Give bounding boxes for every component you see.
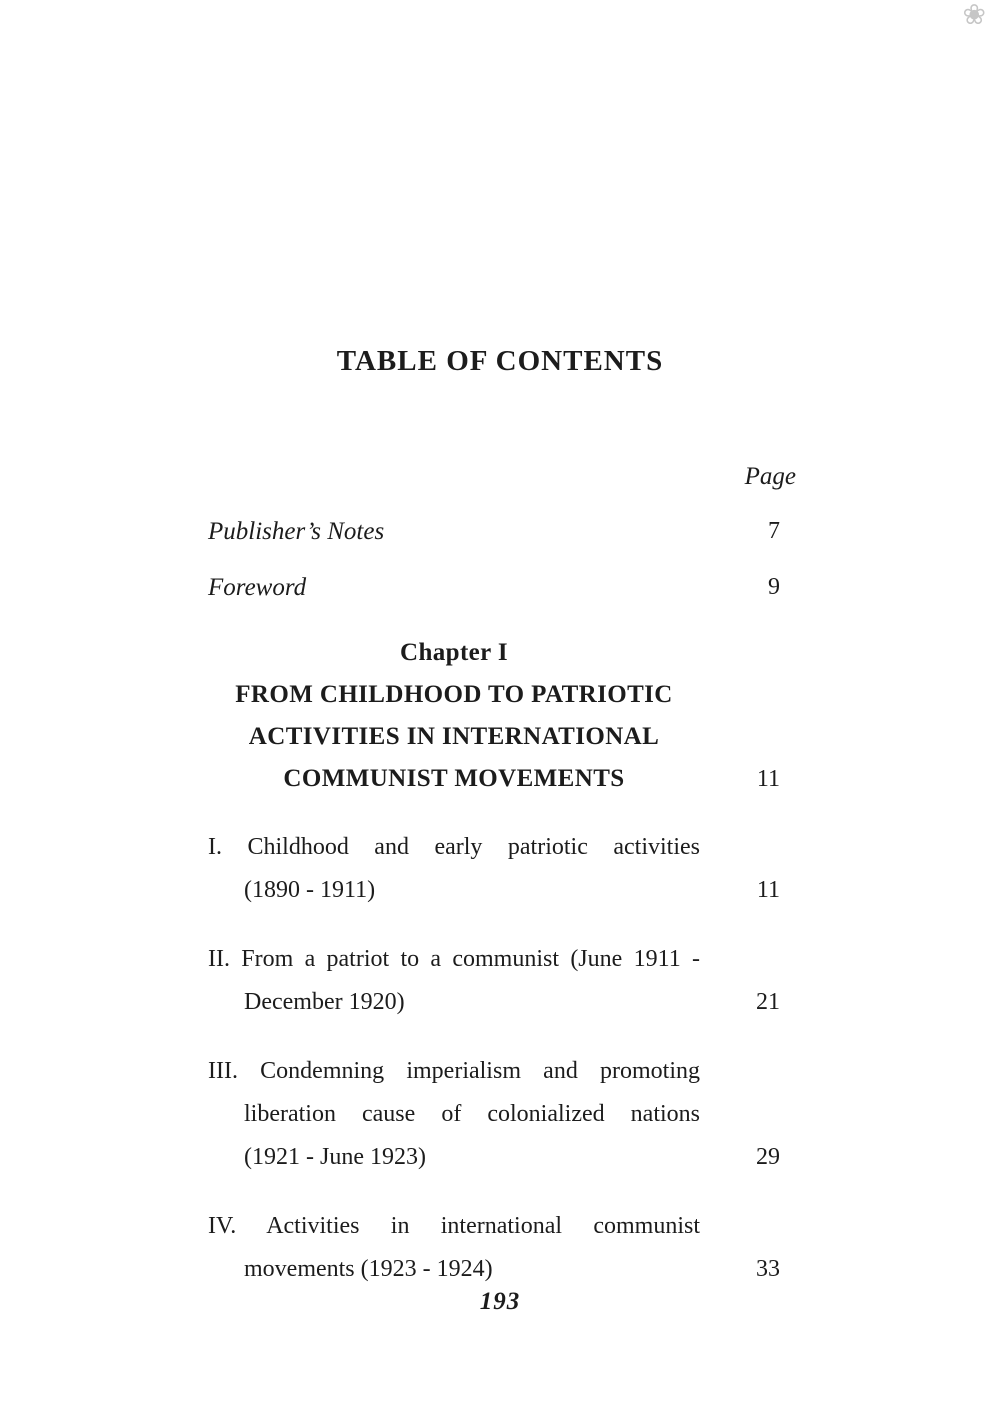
entry-text [208, 1205, 700, 1291]
chapter-title-line: ACTIVITIES IN INTERNATIONAL [248, 723, 660, 750]
front-matter-row [208, 515, 800, 548]
table-of-contents [208, 462, 800, 1291]
entry-line: IV. Activities in international communist [208, 1213, 700, 1239]
chapter-title [208, 674, 700, 800]
entry-line: II. From a patriot to a communist (June 1911 - [208, 946, 700, 972]
front-matter-row [208, 571, 800, 604]
folio-page-number: 193 [479, 1288, 521, 1315]
entry-label: Publisher’s Notes [208, 518, 385, 545]
toc-entry [208, 826, 800, 912]
entry-page-number: 7 [768, 518, 780, 544]
page-column-header: Page [744, 463, 796, 490]
toc-entry [208, 1050, 800, 1179]
entry-line: December 1920) [244, 989, 405, 1015]
chapter-block [208, 632, 800, 800]
entry-page-number: 33 [756, 1256, 780, 1282]
entry-text [208, 826, 700, 912]
entry-page-number: 11 [756, 877, 780, 903]
page-title: TABLE OF CONTENTS [336, 345, 664, 377]
toc-entry [208, 1205, 800, 1291]
entry-line: liberation cause of colonialized nations [244, 1101, 700, 1127]
entry-line: (1890 - 1911) [244, 877, 376, 903]
toc-entry [208, 938, 800, 1024]
entry-line: (1921 - June 1923) [244, 1144, 426, 1170]
front-matter-list [208, 515, 800, 604]
chapter-label: Chapter I [399, 639, 508, 666]
entry-line: movements (1923 - 1924) [244, 1256, 493, 1282]
entry-line: III. Condemning imperialism and promoting [208, 1058, 700, 1084]
entry-text [208, 938, 700, 1024]
entry-text [208, 1050, 700, 1179]
entry-page-number: 9 [768, 574, 780, 600]
entry-page-number: 29 [756, 1144, 780, 1170]
entry-label: Foreword [208, 574, 307, 601]
chapter-heading [208, 632, 700, 800]
chapter-title-line: FROM CHILDHOOD TO PATRIOTIC [235, 681, 673, 708]
entry-line: I. Childhood and early patriotic activities [208, 834, 700, 860]
chapter-page-number: 11 [756, 766, 780, 792]
toc-entry-list [208, 826, 800, 1291]
entry-page-number: 21 [756, 989, 780, 1015]
florette-ornament-icon: ❀ [962, 0, 986, 31]
chapter-title-line: COMMUNIST MOVEMENTS [283, 765, 625, 792]
